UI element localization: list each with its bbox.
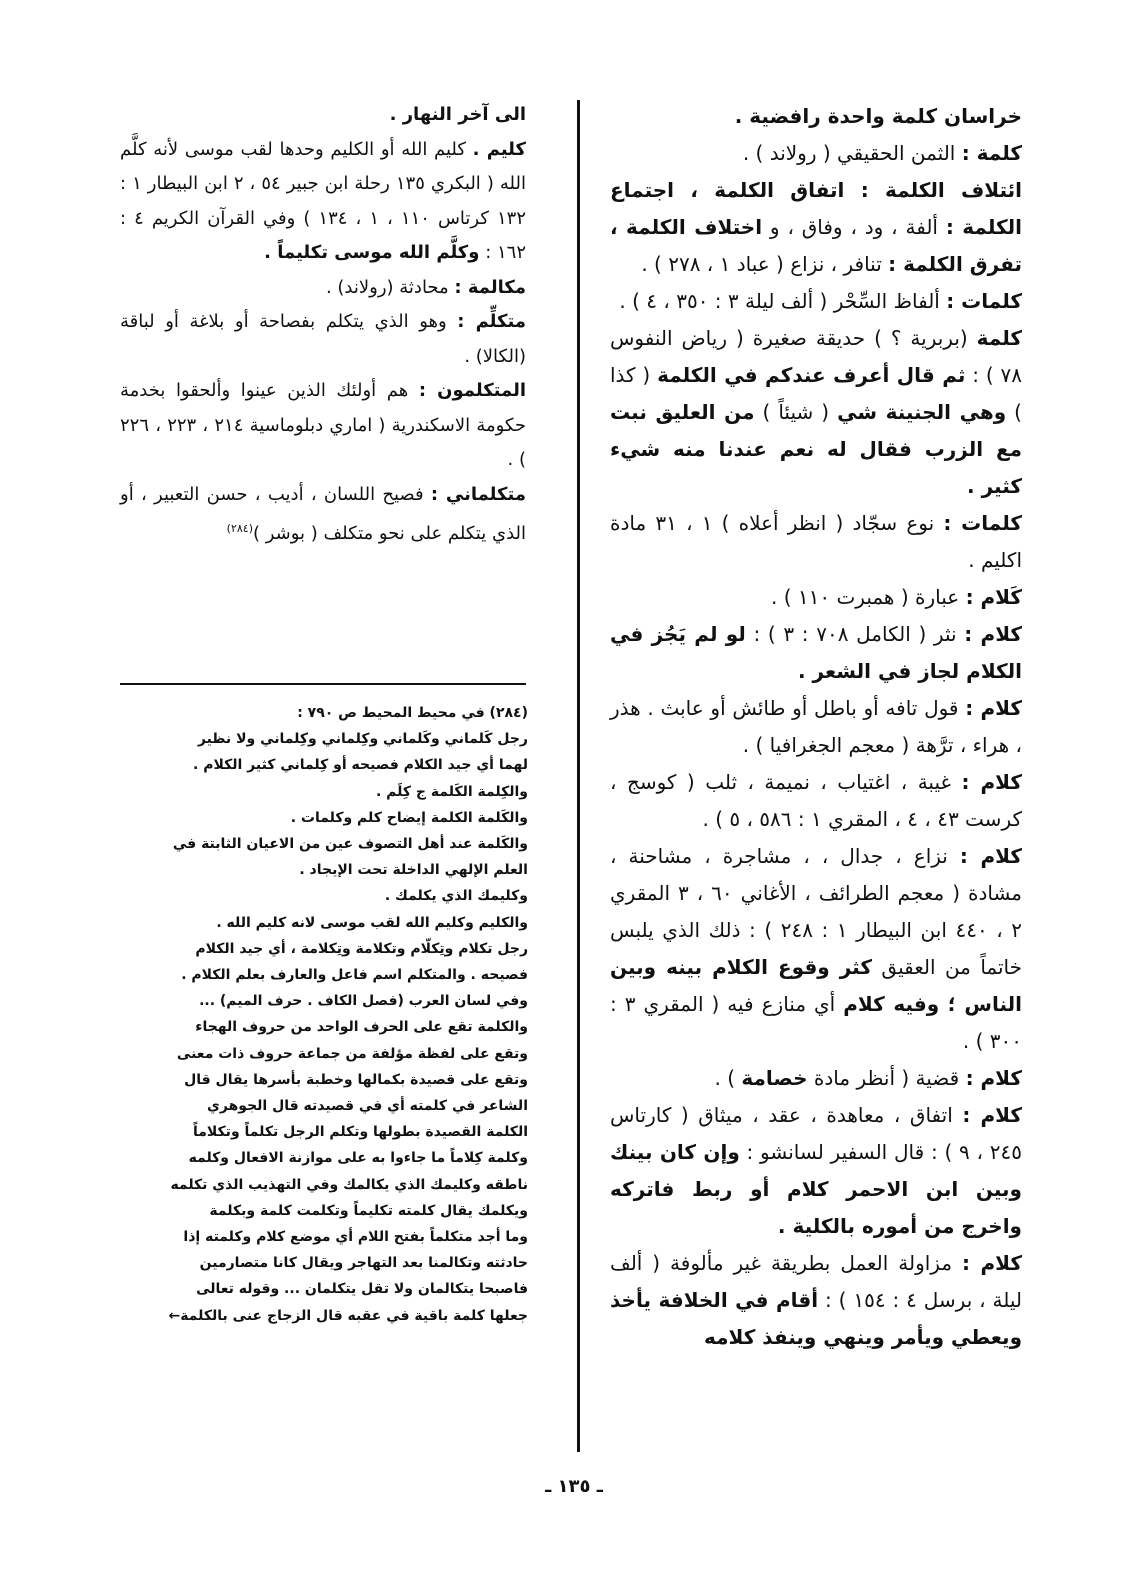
entry-headword: كلام : [965, 696, 1022, 720]
dictionary-entry [610, 98, 1022, 135]
entry-headword: وهي الجنينة شي [837, 400, 1007, 424]
column-divider [577, 100, 580, 1452]
footnote-line [118, 1303, 528, 1329]
entry-headword: كليم . [472, 138, 526, 160]
entry-text: الثمن الحقيقي ( رولاند ) . [742, 141, 962, 165]
dictionary-entry [610, 579, 1022, 616]
dictionary-entry [610, 283, 1022, 320]
entry-headword: كلمات : [943, 511, 1022, 535]
entry-headword: اختلاف الكلمة ، تفرق الكلمة : [610, 215, 1022, 276]
entry-headword: كلمات : [946, 289, 1022, 313]
entry-text: ) . [714, 1066, 742, 1090]
entry-text: ( كذا ) [610, 363, 1022, 424]
footnote-text: وتقع على قصيدة بكمالها وخطبة بأسرها يقال قال [184, 1071, 528, 1088]
entry-headword: كلمة [976, 326, 1022, 350]
footnote-line [118, 1172, 528, 1198]
left-column [120, 98, 526, 552]
entry-headword: ائتلاف الكلمة : اتفاق الكلمة ، اجتماع الكلمة : [610, 178, 1022, 239]
entry-headword: من العليق نبت مع الزرب فقال له نعم عندنا منه شيء كثير . [610, 400, 1022, 498]
footnotes [118, 700, 528, 1329]
dictionary-entry [610, 616, 1022, 690]
entry-headword: وإن كان بينك وبين ابن الاحمر كلام أو ربط فاتركه واخرج من أموره بالكلية . [610, 1140, 1022, 1238]
dictionary-entry [120, 374, 526, 478]
entry-text: تنافر ، نزاع ( عباد ١ ، ٢٧٨ ) . [641, 252, 889, 276]
entry-headword: كلمة : [961, 141, 1022, 165]
entry-text: ألفاظ السِّحْر ( ألف ليلة ٣ : ٣٥٠ ، ٤ ) . [619, 289, 947, 313]
dictionary-entry [610, 135, 1022, 172]
footnote-text: وتقع على لفظة مؤلفة من جماعة حروف ذات معنى [176, 1045, 528, 1062]
entry-text: قول تافه أو باطل أو طائش أو عابث . هذر ، هراء ، ترَّهة ( معجم الجغرافيا ) . [610, 696, 1022, 757]
footnote-line [118, 1198, 528, 1224]
entry-headword: الى آخر النهار . [389, 104, 526, 125]
dictionary-entry [120, 305, 526, 374]
entry-headword: أقام في الخلافة يأخذ ويعطي ويأمر وينهي وينفذ كلامه [610, 1288, 1022, 1349]
footnote-line [118, 1250, 528, 1276]
footnote-text: والكليم وكليم الله لقب موسى لانه كليم الله . [216, 914, 528, 931]
dictionary-entry [120, 133, 526, 271]
footnote-line [118, 1145, 528, 1171]
entry-headword: كلام : [965, 1066, 1022, 1090]
entry-text: ألفة ، ود ، وفاق ، و [762, 215, 946, 239]
footnote-line [118, 1067, 528, 1093]
footnote-text: والكلمة تقع على الحرف الواحد من حروف الهجاء [195, 1019, 528, 1036]
entry-headword: كَلام : [965, 585, 1022, 609]
entry-text: ( شيئاً ) [754, 400, 838, 424]
entry-headword: متكلِّم : [457, 311, 526, 332]
entry-text: مزاولة العمل بطريقة غير مألوفة ( ألف ليلة ، برسل ٤ : ١٥٤ ) : [610, 1251, 1022, 1312]
entry-headword: مكالمة : [454, 276, 526, 298]
footnote-line [118, 1093, 528, 1119]
footnote-text: فصيحه . والمتكلم اسم فاعل والعارف بعلم الكلام . [181, 967, 528, 984]
footnote-text: والكِلمة الكَلمة ج كِلَم . [375, 783, 528, 800]
page-number: ـ ١٣٥ ـ [545, 1476, 603, 1497]
entry-text: اتفاق ، معاهدة ، عقد ، ميثاق ( كارتاس ٢٤٥ ، ٩ ) : قال السفير لسانشو : [610, 1103, 1022, 1164]
entry-text: (بربرية ؟ ) حديقة صغيرة ( رياض النفوس ٧٨ ) : [610, 326, 1022, 387]
entry-headword: ثم قال أعرف عندكم في الكلمة [657, 363, 966, 387]
footnote-text: والكَلمة عند أهل التصوف عين من الاعيان الثابتة في [172, 836, 528, 853]
entry-text: نزاع ، جدال ، ، مشاجرة ، مشاحنة ، مشادة ( معجم الطرائف ، الأغاني ٦٠ ، ٣ المقري ٢ ، ٤٤٠ ابن البيطار ١ : ٢٤٨ ) : ذلك الذي يلبس خاتماً من العقيق [610, 844, 1023, 979]
dictionary-entry [610, 505, 1022, 579]
footnote-line [118, 883, 528, 909]
dictionary-entry [610, 1245, 1022, 1356]
footnote-text: حادثته وتكالمنا بعد التهاجر ويقال كانا متصارمين [199, 1255, 528, 1272]
dictionary-entry [610, 764, 1022, 838]
entry-text: أي منازع فيه ( المقري ٣ : ٣٠٠ ) . [610, 992, 1022, 1053]
footnote-text: ويكلمك يقال كلمته تكليماً وتكلمت كلمة وبكلمة [209, 1202, 528, 1219]
entry-headword: كلام : [962, 1103, 1022, 1127]
dictionary-entry [610, 172, 1022, 283]
entry-text: هم أولئك الذين عينوا وألحقوا بخدمة حكومة الاسكندرية ( اماري دبلوماسية ٢١٤ ، ٢٢٣ ، ٢٢٦ ) . [120, 380, 526, 470]
footnote-text: الشاعر في كلمته أي في قصيدته قال الجوهري [207, 1098, 528, 1115]
entry-headword: خصامة [741, 1066, 808, 1090]
footnote-text: الكلمة القصيدة بطولها وتكلم الرجل تكلماً وتكلاماً [192, 1124, 528, 1141]
footnote-text: فاصبحا يتكالمان ولا تقل يتكلمان ... وقوله تعالى [196, 1281, 528, 1298]
entry-text: محادثة (رولاند) . [325, 276, 455, 298]
dictionary-entry [610, 690, 1022, 764]
entry-headword: كلام : [961, 770, 1022, 794]
entry-headword: لو لم يَجُز في الكلام لجاز في الشعر . [610, 622, 1022, 683]
footnote-text: لهما أي جيد الكلام فصيحه أو كِلماني كثير الكلام . [193, 757, 528, 774]
entry-text: كليم الله أو الكليم وحدها لقب موسى لأنه كلَّم الله ( البكري ١٣٥ رحلة ابن جبير ٥٤ ، ٢ ابن البيطار ١ : ١٣٢ كرتاس ١١٠ ، ١ ، ١٣٤ ) وفي القرآن الكريم ٤ : ١٦٢ : [120, 138, 526, 263]
footnote-text: وفي لسان العرب (فصل الكاف . حرف الميم) ... [199, 993, 528, 1010]
footnote-line [118, 831, 528, 857]
footnote-text: ناطقه وكليمك الذي يكالمك وفي التهذيب الذي تكلمه [170, 1176, 528, 1193]
right-column [610, 98, 1022, 1356]
footnote-line [118, 1041, 528, 1067]
footnote-text: جعلها كلمة باقية في عقبه قال الزجاج عنى بالكلمة [180, 1307, 528, 1324]
entry-text: نثر ( الكامل ٧٠٨ : ٣ ) : [745, 622, 965, 646]
footnote-text: وكليمك الذي يكلمك . [384, 888, 528, 905]
footnote-line [118, 857, 528, 883]
entry-headword: خراسان كلمة واحدة رافضية . [734, 104, 1022, 128]
footnote-line [118, 910, 528, 936]
entry-headword: كلام : [959, 844, 1022, 868]
footnote-text: رجل كَلماني وكَلماني وكِلماني وكِلماني ولا نظير [197, 731, 528, 748]
footnote-text: والكَلمة الكلمة إيضاح كلم وكلمات . [290, 809, 528, 826]
entry-text: عبارة ( همبرت ١١٠ ) . [771, 585, 966, 609]
footnote-line [118, 1119, 528, 1145]
footnote-line [118, 1224, 528, 1250]
footnote-line [118, 1014, 528, 1040]
dictionary-entry [610, 1097, 1022, 1245]
footnote-line [118, 1276, 528, 1302]
footnote-ref: (٢٨٤) [226, 522, 253, 535]
entry-text: نوع سجّاد ( انظر أعلاه ) ١ ، ٣١ مادة اكليم . [610, 511, 1022, 572]
footnote-line [118, 700, 528, 726]
footnote-rule [120, 683, 526, 685]
entry-text: فصيح اللسان ، أديب ، حسن التعبير ، أو الذي يتكلم على نحو متكلف ( بوشر ) [120, 483, 526, 544]
entry-headword: المتكلمون : [418, 380, 527, 401]
footnote-text: العلم الإلهي الداخلة تحت الإيجاد . [299, 862, 528, 879]
dictionary-entry [610, 1060, 1022, 1097]
footnote-line [118, 726, 528, 752]
footnote-line [118, 988, 528, 1014]
dictionary-entry [610, 320, 1022, 505]
footnote-line [118, 779, 528, 805]
entry-headword: كلام : [961, 1251, 1023, 1275]
entry-text: وهو الذي يتكلم بفصاحة أو بلاغة أو لباقة (الكالا) . [120, 311, 526, 367]
footnote-text: (٢٨٤) في محيط المحيط ص ٧٩٠ : [297, 705, 528, 721]
continuation-arrow-icon: ← [168, 1307, 181, 1324]
footnote-text: وما أجد متكلماً بفتح اللام أي موضع كلام وكلمته إذا [183, 1229, 528, 1246]
dictionary-entry [120, 98, 526, 133]
footnote-text: وكلمة كِلاماً ما جاءوا به على موازنة الافعال وكلمه [188, 1150, 528, 1167]
footnote-text: رجل تكلام وتِكلّام وتكلامة وتِكلامة ، أي جيد الكلام [195, 940, 528, 957]
entry-headword: وكلَّم الله موسى تكليماً . [264, 242, 480, 263]
footnote-line [118, 962, 528, 988]
footnote-line [118, 805, 528, 831]
footnote-line [118, 752, 528, 778]
entry-headword: كثر وقوع الكلام بينه وبين الناس ؛ وفيه كلام [610, 955, 1022, 1016]
entry-text: قضية ( أنظر مادة [807, 1066, 966, 1090]
dictionary-entry [610, 838, 1022, 1060]
entry-headword: كلام : [964, 622, 1023, 646]
entry-headword: متكلماني : [430, 483, 526, 505]
entry-text: غيبة ، اغتياب ، نميمة ، ثلب ( كوسج ، كرست ٤٣ ، ٤ ، المقري ١ : ٥٨٦ ، ٥ ) . [610, 770, 1022, 831]
footnote-line [118, 936, 528, 962]
dictionary-entry [120, 271, 526, 306]
dictionary-entry [120, 478, 526, 552]
